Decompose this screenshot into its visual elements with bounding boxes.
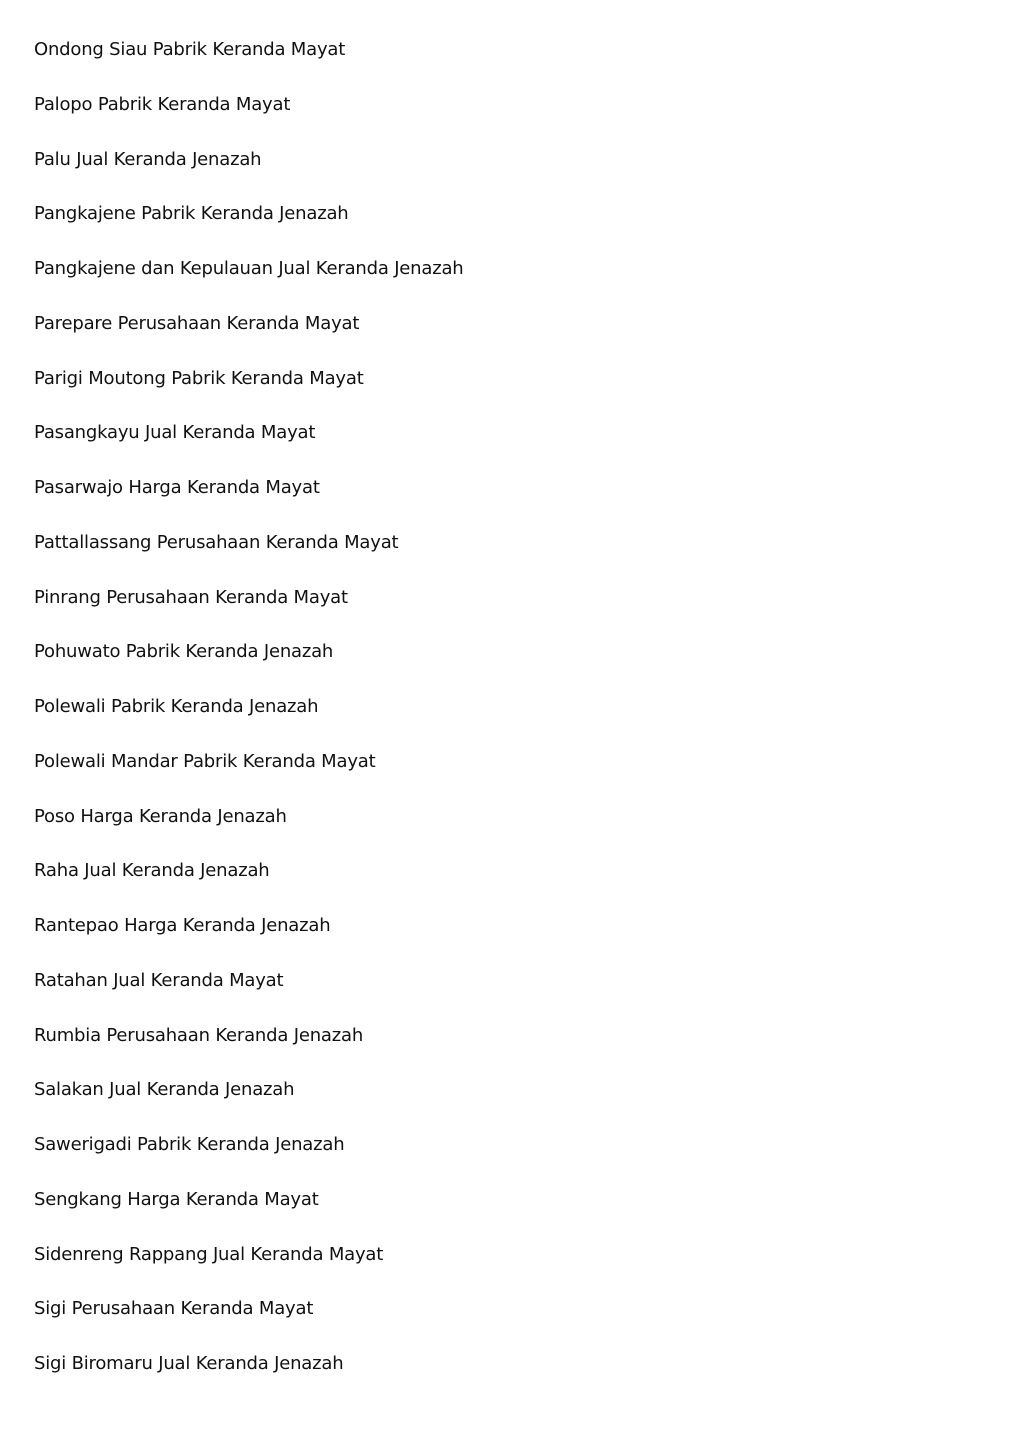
list-item: Sawerigadi Pabrik Keranda Jenazah (34, 1134, 345, 1155)
list-item: Ondong Siau Pabrik Keranda Mayat (34, 39, 346, 60)
list-item: Palu Jual Keranda Jenazah (34, 148, 262, 170)
location-list (34, 36, 464, 1405)
list-item: Pasangkayu Jual Keranda Mayat (34, 422, 316, 444)
list-item: Pasarwajo Harga Keranda Mayat (34, 477, 320, 498)
list-item: Poso Harga Keranda Jenazah (34, 805, 287, 827)
list-item: Parepare Perusahaan Keranda Mayat (34, 312, 360, 334)
list-item: Raha Jual Keranda Jenazah (34, 860, 270, 882)
list-item: Pattallassang Perusahaan Keranda Mayat (34, 531, 399, 553)
list-item: Ratahan Jual Keranda Mayat (34, 969, 284, 991)
list-item: Pangkajene Pabrik Keranda Jenazah (34, 203, 349, 225)
list-item: Polewali Pabrik Keranda Jenazah (34, 696, 319, 717)
list-item: Palopo Pabrik Keranda Mayat (34, 93, 291, 115)
list-item: Rantepao Harga Keranda Jenazah (34, 915, 331, 936)
list-item: Sidenreng Rappang Jual Keranda Mayat (34, 1243, 384, 1265)
list-item: Rumbia Perusahaan Keranda Jenazah (34, 1024, 364, 1046)
list-item: Pohuwato Pabrik Keranda Jenazah (34, 641, 334, 663)
list-item: Pangkajene dan Kepulauan Jual Keranda Jenazah (34, 258, 464, 279)
list-item: Parigi Moutong Pabrik Keranda Mayat (34, 367, 364, 389)
list-item: Pinrang Perusahaan Keranda Mayat (34, 586, 348, 608)
list-item: Polewali Mandar Pabrik Keranda Mayat (34, 750, 376, 772)
list-item: Sigi Perusahaan Keranda Mayat (34, 1298, 314, 1320)
list-item: Sigi Biromaru Jual Keranda Jenazah (34, 1353, 344, 1374)
list-item: Sengkang Harga Keranda Mayat (34, 1188, 319, 1210)
list-item: Salakan Jual Keranda Jenazah (34, 1079, 295, 1101)
